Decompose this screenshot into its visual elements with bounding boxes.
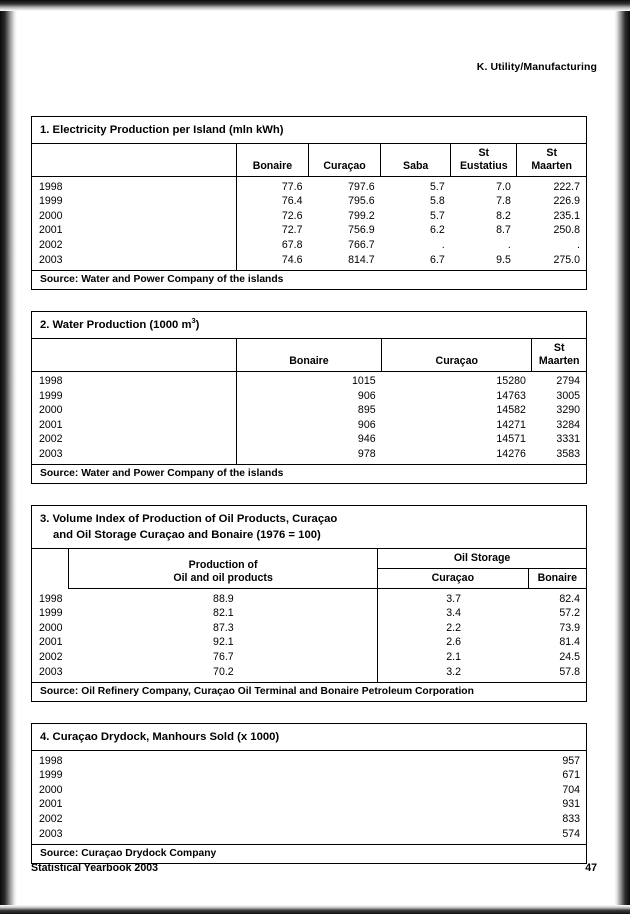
- row-year: 2003: [39, 665, 63, 678]
- table-4-grid: [32, 751, 586, 845]
- table-1-title: 1. Electricity Production per Island (mln kWh): [32, 117, 586, 144]
- cell-st-eustatius: 9.5: [496, 253, 511, 266]
- col-label-line2: Maarten: [538, 354, 580, 367]
- row-year: 2000: [39, 783, 63, 796]
- cell-production: 88.9: [213, 592, 234, 605]
- cell-storage-bonaire: 81.4: [559, 636, 580, 649]
- cell-curacao: 795.6: [348, 195, 375, 208]
- table-1-electricity-production: [31, 116, 587, 290]
- col-label-line1: St: [546, 147, 557, 160]
- cell-bonaire: 77.6: [236, 177, 308, 195]
- cell-production: 87.3: [213, 621, 234, 634]
- page-scan-edge-right: [614, 0, 630, 914]
- cell-manhours: 931: [562, 798, 580, 811]
- cell-storage-curacao: 2.2: [378, 621, 528, 636]
- table-row: [32, 432, 586, 447]
- table-3-title-line1: 3. Volume Index of Production of Oil Products, Curaçao: [40, 513, 338, 525]
- row-year: 2001: [39, 418, 63, 431]
- table-1-grid: [32, 144, 586, 270]
- col-label-line2: Curaçao: [323, 160, 366, 173]
- table-3-source: Source: Oil Refinery Company, Curaçao Oil Terminal and Bonaire Petroleum Corporation: [32, 682, 586, 701]
- cell-curacao: 14582: [496, 404, 526, 417]
- cell-st-eustatius: 7.8: [496, 195, 511, 208]
- table-1-col-st-eustatius: [451, 144, 517, 177]
- table-1-col-st-maarten: [517, 144, 586, 177]
- table-row: [32, 797, 586, 812]
- tables-container: [31, 116, 587, 885]
- col-label-line2: Bonaire: [252, 160, 293, 173]
- row-year: 2002: [39, 812, 63, 825]
- table-2-col-bonaire: [236, 339, 381, 372]
- cell-saba: 5.7: [430, 209, 445, 222]
- cell-curacao: 766.7: [348, 238, 375, 251]
- cell-bonaire: 67.8: [236, 238, 308, 253]
- table-1-col-bonaire: [236, 144, 308, 177]
- page-footer: [31, 862, 597, 874]
- production-label-line2: Oil and oil products: [173, 572, 273, 585]
- cell-saba: 5.8: [430, 195, 445, 208]
- table-row: [32, 253, 586, 270]
- cell-storage-curacao: 3.4: [378, 606, 528, 621]
- cell-st-maarten: 222.7: [553, 180, 580, 193]
- row-year: 2003: [39, 827, 63, 840]
- table-3-group-oil-storage: Oil Storage: [378, 549, 586, 569]
- cell-st-maarten: 3005: [556, 389, 580, 402]
- cell-storage-bonaire: 24.5: [559, 650, 580, 663]
- table-4-body: [32, 751, 586, 845]
- table-row: [32, 650, 586, 665]
- table-4-title: 4. Curaçao Drydock, Manhours Sold (x 1000): [32, 724, 586, 751]
- table-row: [32, 209, 586, 224]
- cell-curacao: 14271: [496, 418, 526, 431]
- col-label-line2: Curaçao: [435, 354, 478, 367]
- row-year: 2001: [39, 224, 63, 237]
- table-1-col-year: [32, 144, 236, 177]
- cell-st-maarten: 3290: [556, 404, 580, 417]
- cell-production: 70.2: [213, 665, 234, 678]
- cell-st-maarten: 2794: [556, 375, 580, 388]
- table-3-col-year: [32, 549, 69, 589]
- row-year: 1998: [39, 754, 63, 767]
- cell-st-maarten: 3331: [556, 433, 580, 446]
- table-2-title-tail: ): [195, 318, 200, 331]
- table-1-source: Source: Water and Power Company of the islands: [32, 270, 586, 289]
- cell-bonaire: 76.4: [236, 194, 308, 209]
- table-2-head: [32, 339, 586, 372]
- cell-bonaire: 72.7: [236, 223, 308, 238]
- cell-st-eustatius: 7.0: [496, 180, 511, 193]
- col-label-line2: Bonaire: [289, 354, 329, 367]
- footer-page-number: 47: [585, 862, 597, 874]
- table-2-grid: [32, 339, 586, 465]
- table-row: [32, 447, 586, 464]
- row-year: 2002: [39, 238, 63, 251]
- footer-publication-title: Statistical Yearbook 2003: [31, 862, 159, 874]
- row-year: 2002: [39, 650, 63, 663]
- table-2-col-st-maarten: [532, 339, 586, 372]
- cell-saba: 6.7: [430, 253, 445, 266]
- page-scan-edge-top: [0, 0, 630, 11]
- table-3-col-production: [69, 549, 378, 589]
- cell-manhours: 574: [562, 827, 580, 840]
- row-year: 2000: [39, 209, 63, 222]
- table-row: [32, 238, 586, 253]
- cell-manhours: 704: [562, 783, 580, 796]
- cell-bonaire: 946: [236, 432, 381, 447]
- cell-storage-bonaire: 73.9: [559, 621, 580, 634]
- cell-bonaire: 978: [236, 447, 381, 464]
- row-year: 2001: [39, 636, 63, 649]
- table-4-source: Source: Curaçao Drydock Company: [32, 844, 586, 863]
- cell-production: 92.1: [213, 636, 234, 649]
- table-row: [32, 783, 586, 798]
- table-3-grid: [32, 549, 586, 682]
- table-2-source: Source: Water and Power Company of the islands: [32, 464, 586, 483]
- table-row: [32, 223, 586, 238]
- cell-manhours: 957: [562, 754, 580, 767]
- cell-bonaire: 72.6: [236, 209, 308, 224]
- cell-production: 76.7: [213, 650, 234, 663]
- table-row: [32, 589, 586, 607]
- table-1-body: [32, 177, 586, 270]
- cell-curacao: 799.2: [348, 209, 375, 222]
- cell-st-maarten: 235.1: [553, 209, 580, 222]
- cell-bonaire: 1015: [236, 371, 381, 389]
- table-3-head: [32, 549, 586, 589]
- col-label-line1: St: [478, 147, 490, 160]
- page-scan-edge-bottom: [0, 905, 630, 914]
- cell-st-maarten: 275.0: [553, 253, 580, 266]
- cell-storage-bonaire: 82.4: [559, 592, 580, 605]
- cell-bonaire: 74.6: [236, 253, 308, 270]
- cell-storage-bonaire: 57.8: [559, 665, 580, 678]
- table-3-oil-products-index: [31, 505, 587, 702]
- cell-manhours: 833: [562, 812, 580, 825]
- table-2-title: [32, 312, 586, 339]
- table-1-head: [32, 144, 586, 177]
- table-row: [32, 389, 586, 404]
- row-year: 1998: [39, 592, 63, 605]
- cell-st-eustatius: 8.2: [496, 209, 511, 222]
- cell-st-maarten: .: [577, 238, 580, 251]
- row-year: 1998: [39, 180, 63, 193]
- table-row: [32, 768, 586, 783]
- table-row: [32, 635, 586, 650]
- table-2-body: [32, 371, 586, 464]
- table-row: [32, 418, 586, 433]
- cell-saba: 5.7: [430, 180, 445, 193]
- cell-manhours: 671: [562, 769, 580, 782]
- table-4-drydock-manhours: [31, 723, 587, 864]
- table-2-title-main: 2. Water Production (1000 m: [40, 318, 192, 331]
- col-label-line1: St: [553, 341, 565, 354]
- production-label-line1: Production of: [188, 559, 258, 572]
- cell-curacao: 14763: [496, 389, 526, 402]
- cell-curacao: 756.9: [348, 224, 375, 237]
- cell-curacao: 14276: [496, 448, 526, 461]
- row-year: 1999: [39, 389, 63, 402]
- table-3-col-storage-bonaire: Bonaire: [528, 569, 586, 589]
- cell-curacao: 814.7: [348, 253, 375, 266]
- cell-st-eustatius: .: [507, 238, 511, 251]
- cell-saba: .: [441, 238, 445, 251]
- table-1-col-saba: [381, 144, 451, 177]
- table-row: [32, 621, 586, 636]
- cell-storage-curacao: 3.2: [378, 665, 528, 682]
- col-label-line2: Maarten: [531, 160, 572, 173]
- row-year: 2001: [39, 798, 63, 811]
- table-1-col-curacao: [308, 144, 380, 177]
- table-row: [32, 751, 586, 769]
- table-row: [32, 403, 586, 418]
- table-3-body: [32, 589, 586, 682]
- page-scan-edge-left: [0, 0, 17, 914]
- row-year: 1998: [39, 375, 63, 388]
- row-year: 1999: [39, 607, 63, 620]
- cell-st-maarten: 3284: [556, 418, 580, 431]
- row-year: 2003: [39, 253, 63, 266]
- col-label-line2: Eustatius: [459, 160, 508, 173]
- cell-production: 82.1: [213, 607, 234, 620]
- table-2-water-production: [31, 311, 587, 485]
- table-row: [32, 812, 586, 827]
- table-row: [32, 177, 586, 195]
- table-row: [32, 194, 586, 209]
- table-row: [32, 827, 586, 845]
- cell-bonaire: 906: [236, 418, 381, 433]
- document-page: [17, 11, 614, 907]
- cell-curacao: 797.6: [348, 180, 375, 193]
- col-label-line2: Saba: [403, 160, 429, 173]
- row-year: 1999: [39, 195, 63, 208]
- table-3-title-line2: and Oil Storage Curaçao and Bonaire (1976 = 100): [53, 529, 321, 542]
- table-2-col-year: [32, 339, 236, 372]
- cell-curacao: 14571: [496, 433, 526, 446]
- cell-bonaire: 895: [236, 403, 381, 418]
- cell-curacao: 15280: [496, 375, 526, 388]
- table-3-title: [32, 506, 586, 549]
- cell-bonaire: 906: [236, 389, 381, 404]
- cell-st-maarten: 3583: [556, 448, 580, 461]
- running-head: K. Utility/Manufacturing: [476, 61, 597, 73]
- row-year: 1999: [39, 769, 63, 782]
- table-row: [32, 371, 586, 389]
- table-2-col-curacao: [382, 339, 532, 372]
- table-row: [32, 606, 586, 621]
- cell-saba: 6.2: [430, 224, 445, 237]
- row-year: 2000: [39, 621, 63, 634]
- row-year: 2002: [39, 433, 63, 446]
- table-row: [32, 665, 586, 682]
- cell-storage-curacao: 2.6: [378, 635, 528, 650]
- cell-st-maarten: 250.8: [553, 224, 580, 237]
- cell-st-eustatius: 8.7: [496, 224, 511, 237]
- cell-storage-curacao: 2.1: [378, 650, 528, 665]
- table-3-col-storage-curacao: Curaçao: [378, 569, 528, 589]
- cell-storage-curacao: 3.7: [378, 589, 528, 607]
- cell-st-maarten: 226.9: [553, 195, 580, 208]
- row-year: 2000: [39, 404, 63, 417]
- cell-storage-bonaire: 57.2: [559, 607, 580, 620]
- row-year: 2003: [39, 448, 63, 461]
- table-2-title-superscript: 3: [191, 315, 196, 325]
